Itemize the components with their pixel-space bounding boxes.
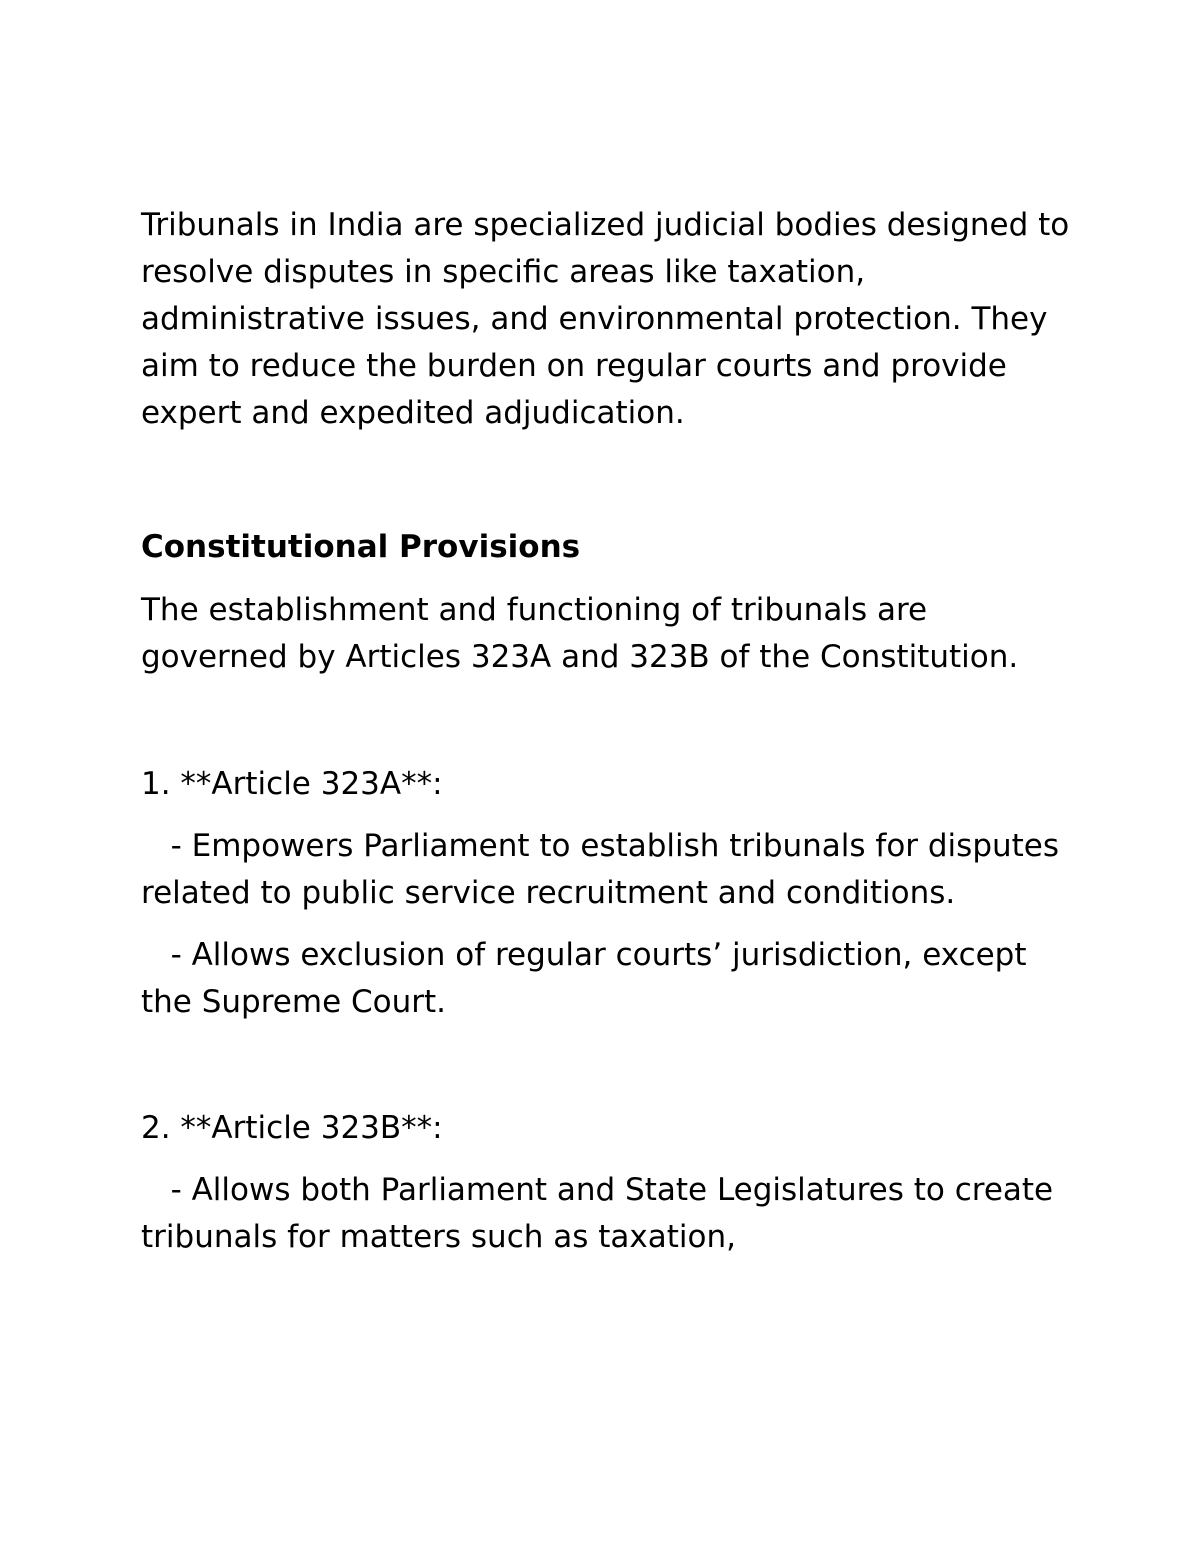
document-page xyxy=(141,202,1081,1261)
section-paragraph: The establishment and functioning of tribunals are governed by Articles 323A and 323B of the Constitution. xyxy=(141,592,1019,675)
article-point: - Allows both Parliament and State Legislatures to create tribunals for matters such as taxation, xyxy=(141,1172,1063,1255)
section-heading: Constitutional Provisions xyxy=(141,529,581,565)
article-title: 2. **Article 323B**: xyxy=(141,1110,443,1146)
intro-paragraph: Tribunals in India are specialized judicial bodies designed to resolve disputes in specific areas like taxation, administrative issues, and environmental protection. They aim to reduce the burden on regular courts and provide expert and expedited adjudication. xyxy=(141,207,1070,431)
article-title: 1. **Article 323A**: xyxy=(141,766,443,802)
article-point: - Allows exclusion of regular courts’ jurisdiction, except the Supreme Court. xyxy=(141,937,1037,1020)
article-point: - Empowers Parliament to establish tribunals for disputes related to public service recruitment and conditions. xyxy=(141,828,1069,911)
